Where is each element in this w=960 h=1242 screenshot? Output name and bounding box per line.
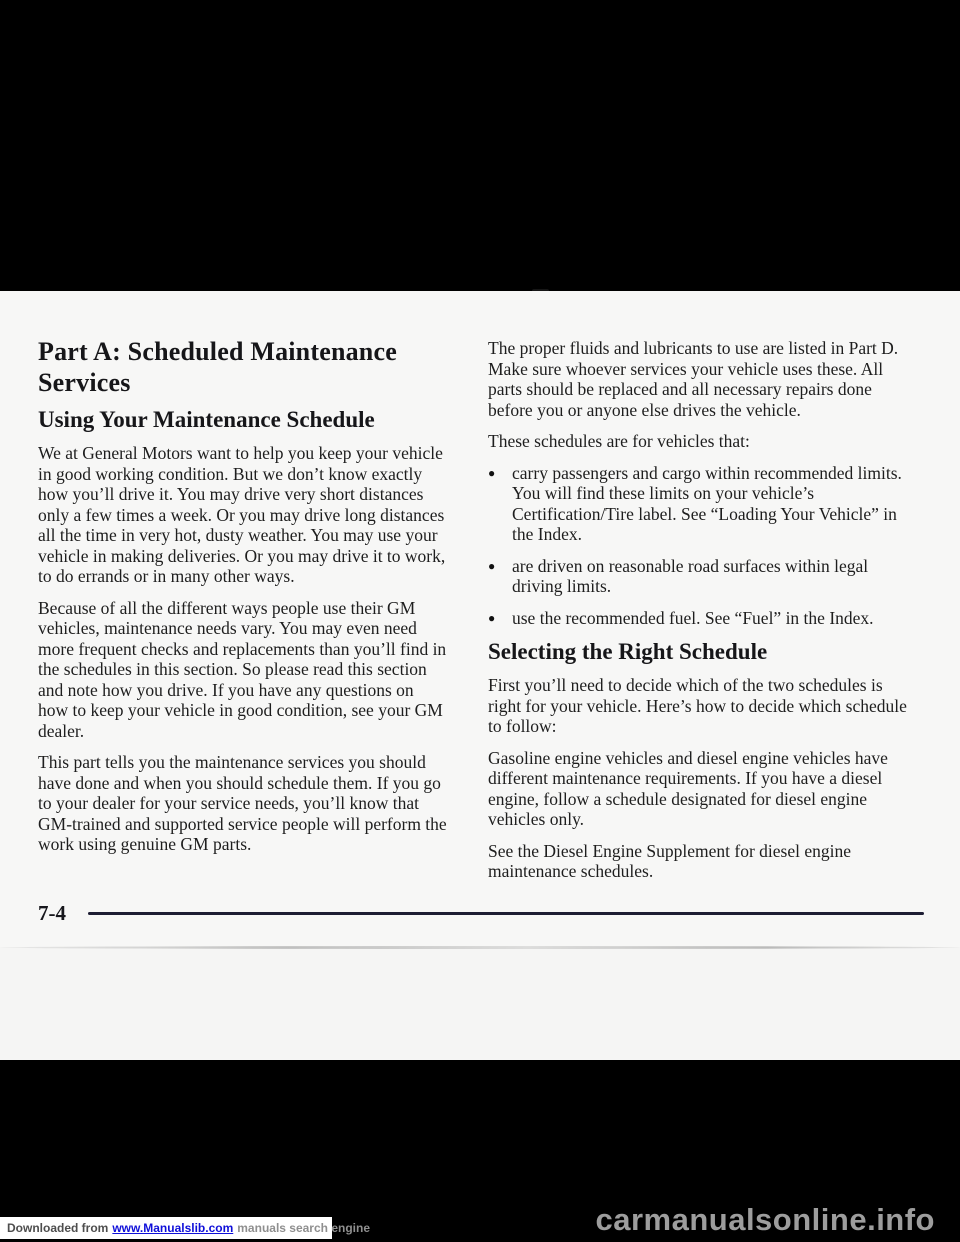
subheading-selecting-the-right-schedule: Selecting the Right Schedule — [488, 639, 768, 664]
section-title-line2: Services — [38, 368, 131, 397]
manualslib-link[interactable]: www.Manualslib.com — [112, 1221, 234, 1235]
manualslib-watermark — [0, 1217, 370, 1239]
footer-rule — [88, 912, 924, 915]
bullet-dot-icon: ● — [488, 558, 496, 573]
bullet-text: use the recommended fuel. See “Fuel” in the Index. — [512, 607, 874, 628]
list-item — [488, 556, 912, 597]
bullet-list — [488, 463, 912, 629]
top-black-band — [0, 0, 960, 291]
bullet-dot-icon: ● — [488, 610, 496, 625]
paragraph: Because of all the different ways people use their GM vehicles, maintenance needs vary. You may even need more frequent checks and replacements than you’ll find in the schedules in this section. So please read this section and note how you drive. If you have any questions on how to keep your vehicle in good condition, see your GM dealer. — [38, 597, 447, 741]
list-intro: These schedules are for vehicles that: — [488, 431, 750, 451]
paragraph: This part tells you the maintenance services you should have done and when you should schedule them. If you go to your dealer for your service needs, you’ll know that GM-trained and supported service people will perform the work using genuine GM parts. — [38, 752, 447, 854]
section-title-line1: Part A: Scheduled Maintenance — [38, 337, 397, 366]
list-item — [488, 463, 912, 545]
bullet-dot-icon: ● — [488, 465, 496, 480]
bullet-text: carry passengers and cargo within recommended limits. You will find these limits on your vehicle’s Certification/Tire label. See “Loading Your Vehicle” in the Index. — [512, 462, 902, 544]
page-number: 7-4 — [38, 901, 66, 925]
left-column — [38, 336, 448, 866]
right-column — [488, 338, 912, 893]
bottom-black-band — [0, 1060, 960, 1242]
paragraph: We at General Motors want to help you keep your vehicle in good working condition. But we don’t know exactly how you’ll drive it. You may drive very short distances only a few times a week. Or you may drive long distances all the time in very hot, dusty weather. You may use your vehicle in making deliveries. Or you may drive it to work, to do errands or in many other ways. — [38, 443, 446, 586]
watermark-prefix: Downloaded from — [7, 1221, 109, 1235]
section-title — [38, 336, 448, 398]
bullet-text: are driven on reasonable road surfaces within legal driving limits. — [512, 555, 869, 596]
subheading-using-your-maintenance-schedule: Using Your Maintenance Schedule — [38, 407, 375, 432]
watermark-suffix: manuals search engine — [237, 1221, 370, 1235]
page-edge-shadow — [0, 946, 960, 949]
paragraph: The proper fluids and lubricants to use are listed in Part D. Make sure whoever services your vehicle uses these. All parts should be replaced and all necessary repairs done before you or anyone else drives the vehicle. — [488, 338, 899, 420]
paragraph: Gasoline engine vehicles and diesel engine vehicles have different maintenance requirements. If you have a diesel engine, follow a schedule designated for diesel engine vehicles only. — [488, 747, 888, 829]
paragraph: First you’ll need to decide which of the two schedules is right for your vehicle. Here’s how to decide which schedule to follow: — [488, 675, 907, 736]
paragraph: See the Diesel Engine Supplement for diesel engine maintenance schedules. — [488, 840, 852, 881]
list-item — [488, 608, 912, 629]
manual-page — [0, 291, 960, 947]
site-watermark: carmanualsonline.info — [595, 1202, 935, 1237]
